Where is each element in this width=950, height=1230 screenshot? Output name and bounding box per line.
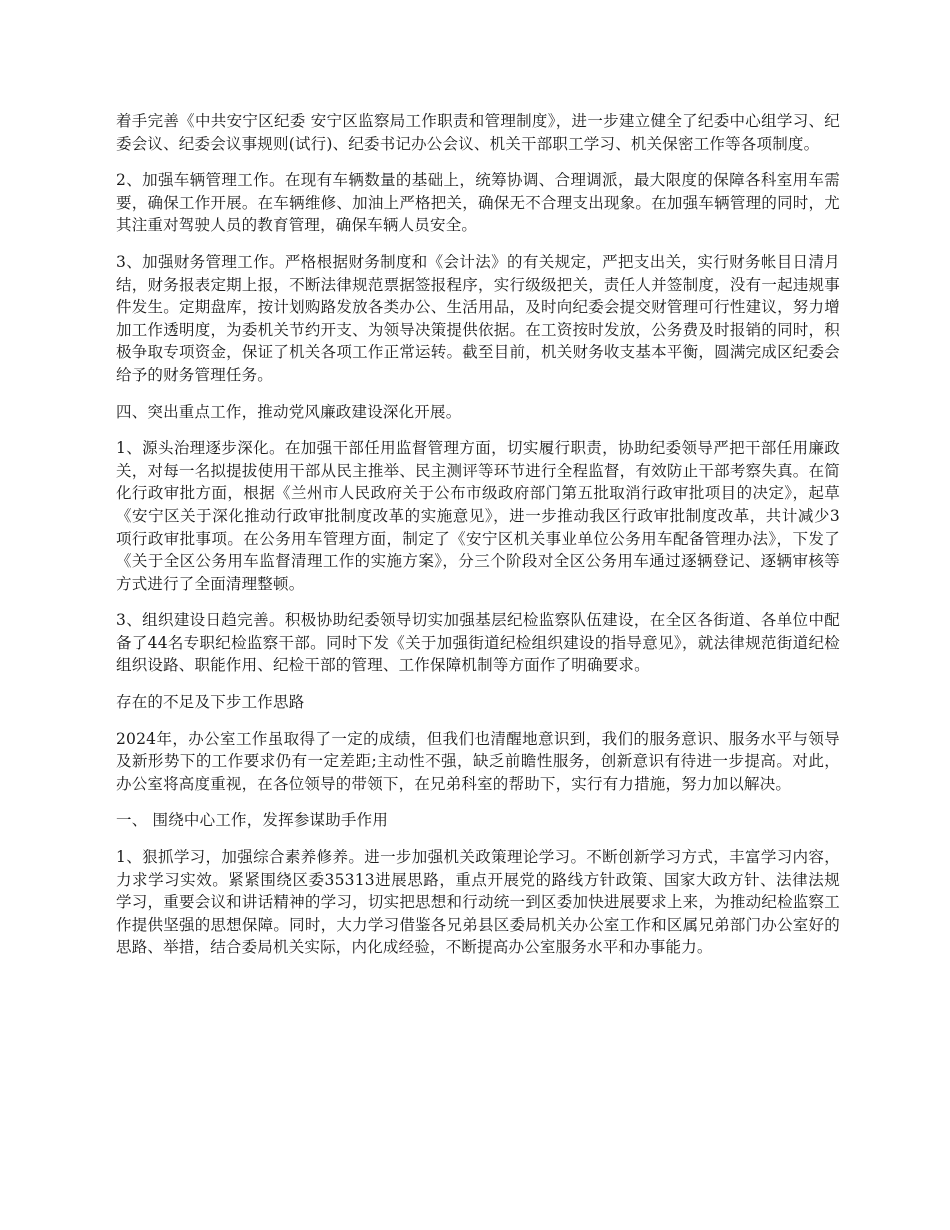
paragraph-vehicle-management: 2、加强车辆管理工作。在现有车辆数量的基础上，统筹协调、合理调派，最大限度的保障各科室用车需要，确保工作开展。在车辆维修、加油上严格把关，确保无不合理支出现象。在加强车辆管理的同时，尤其注重对驾驶人员的教育管理，确保车辆人员安全。 [116,171,840,235]
paragraph-shortcomings: 2024年，办公室工作虽取得了一定的成绩，但我们也清醒地意识到，我们的服务意识、服务水平与领导及新形势下的工作要求仍有一定差距;主动性不强，缺乏前瞻性服务，创新意识有待进一步提高。对此，办公室将高度重视，在各位领导的带领下，在兄弟科室的帮助下，实行有力措施，努力加以解决。 [116,729,840,793]
paragraph-source-governance: 1、源头治理逐步深化。在加强干部任用监督管理方面，切实履行职责，协助纪委领导严把干部任用廉政关，对每一名拟提拔使用干部从民主推举、民主测评等环节进行全程监督，有效防止干部考察失真。在简化行政审批方面，根据《兰州市人民政府关于公布市级政府部门第五批取消行政审批项目的决定》，起草《安宁区关于深化推动行政审批制度改革的实施意见》，进一步推动我区行政审批制度改革，共计减少3项行政审批事项。在公务用车管理方面，制定了《安宁区机关事业单位公务用车配备管理办法》，下发了《关于全区公务用车监督清理工作的实施方案》，分三个阶段对全区公务用车通过逐辆登记、逐辆审核等方式进行了全面清理整顿。 [116,439,840,593]
section-heading-key-work: 四、突出重点工作，推动党风廉政建设深化开展。 [116,402,462,421]
section-heading-shortcomings: 存在的不足及下步工作思路 [116,693,305,712]
paragraph-rules-system: 着手完善《中共安宁区纪委 安宁区监察局工作职责和管理制度》，进一步建立健全了纪委中心组学习、纪委会议、纪委会议事规则(试行)、纪委书记办公会议、机关干部职工学习、机关保密工作等各项制度。 [116,112,840,153]
document-body [116,110,840,973]
section-heading-central-work: 一、 围绕中心工作，发挥参谋助手作用 [116,811,389,830]
paragraph-study: 1、狠抓学习，加强综合素养修养。进一步加强机关政策理论学习。不断创新学习方式，丰富学习内容，力求学习实效。紧紧围绕区委35313进展思路，重点开展党的路线方针政策、国家大政方针、法律法规学习，重要会议和讲话精神的学习，切实把思想和行动统一到区委加快进展要求上来，为推动纪检监察工作提供坚强的思想保障。同时，大力学习借鉴各兄弟县区委局机关办公室工作和区属兄弟部门办公室好的思路、举措，结合委局机关实际，内化成经验，不断提高办公室服务水平和办事能力。 [116,848,840,957]
paragraph-organization-building: 3、组织建设日趋完善。积极协助纪委领导切实加强基层纪检监察队伍建设，在全区各街道、各单位中配备了44名专职纪检监察干部。同时下发《关于加强街道纪检组织建设的指导意见》，就法律规范街道纪检组织设路、职能作用、纪检干部的管理、工作保障机制等方面作了明确要求。 [116,611,840,675]
paragraph-finance-management: 3、加强财务管理工作。严格根据财务制度和《会计法》的有关规定，严把支出关，实行财务帐目日清月结，财务报表定期上报，不断法律规范票据签报程序，实行级级把关，责任人并签制度，没有一起违规事件发生。定期盘库，按计划购路发放各类办公、生活用品，及时向纪委会提交财管理可行性建议，努力增加工作透明度，为委机关节约开支、为领导决策提供依据。在工资按时发放，公务费及时报销的同时，积极争取专项资金，保证了机关各项工作正常运转。截至目前，机关财务收支基本平衡，圆满完成区纪委会给予的财务管理任务。 [116,252,840,384]
